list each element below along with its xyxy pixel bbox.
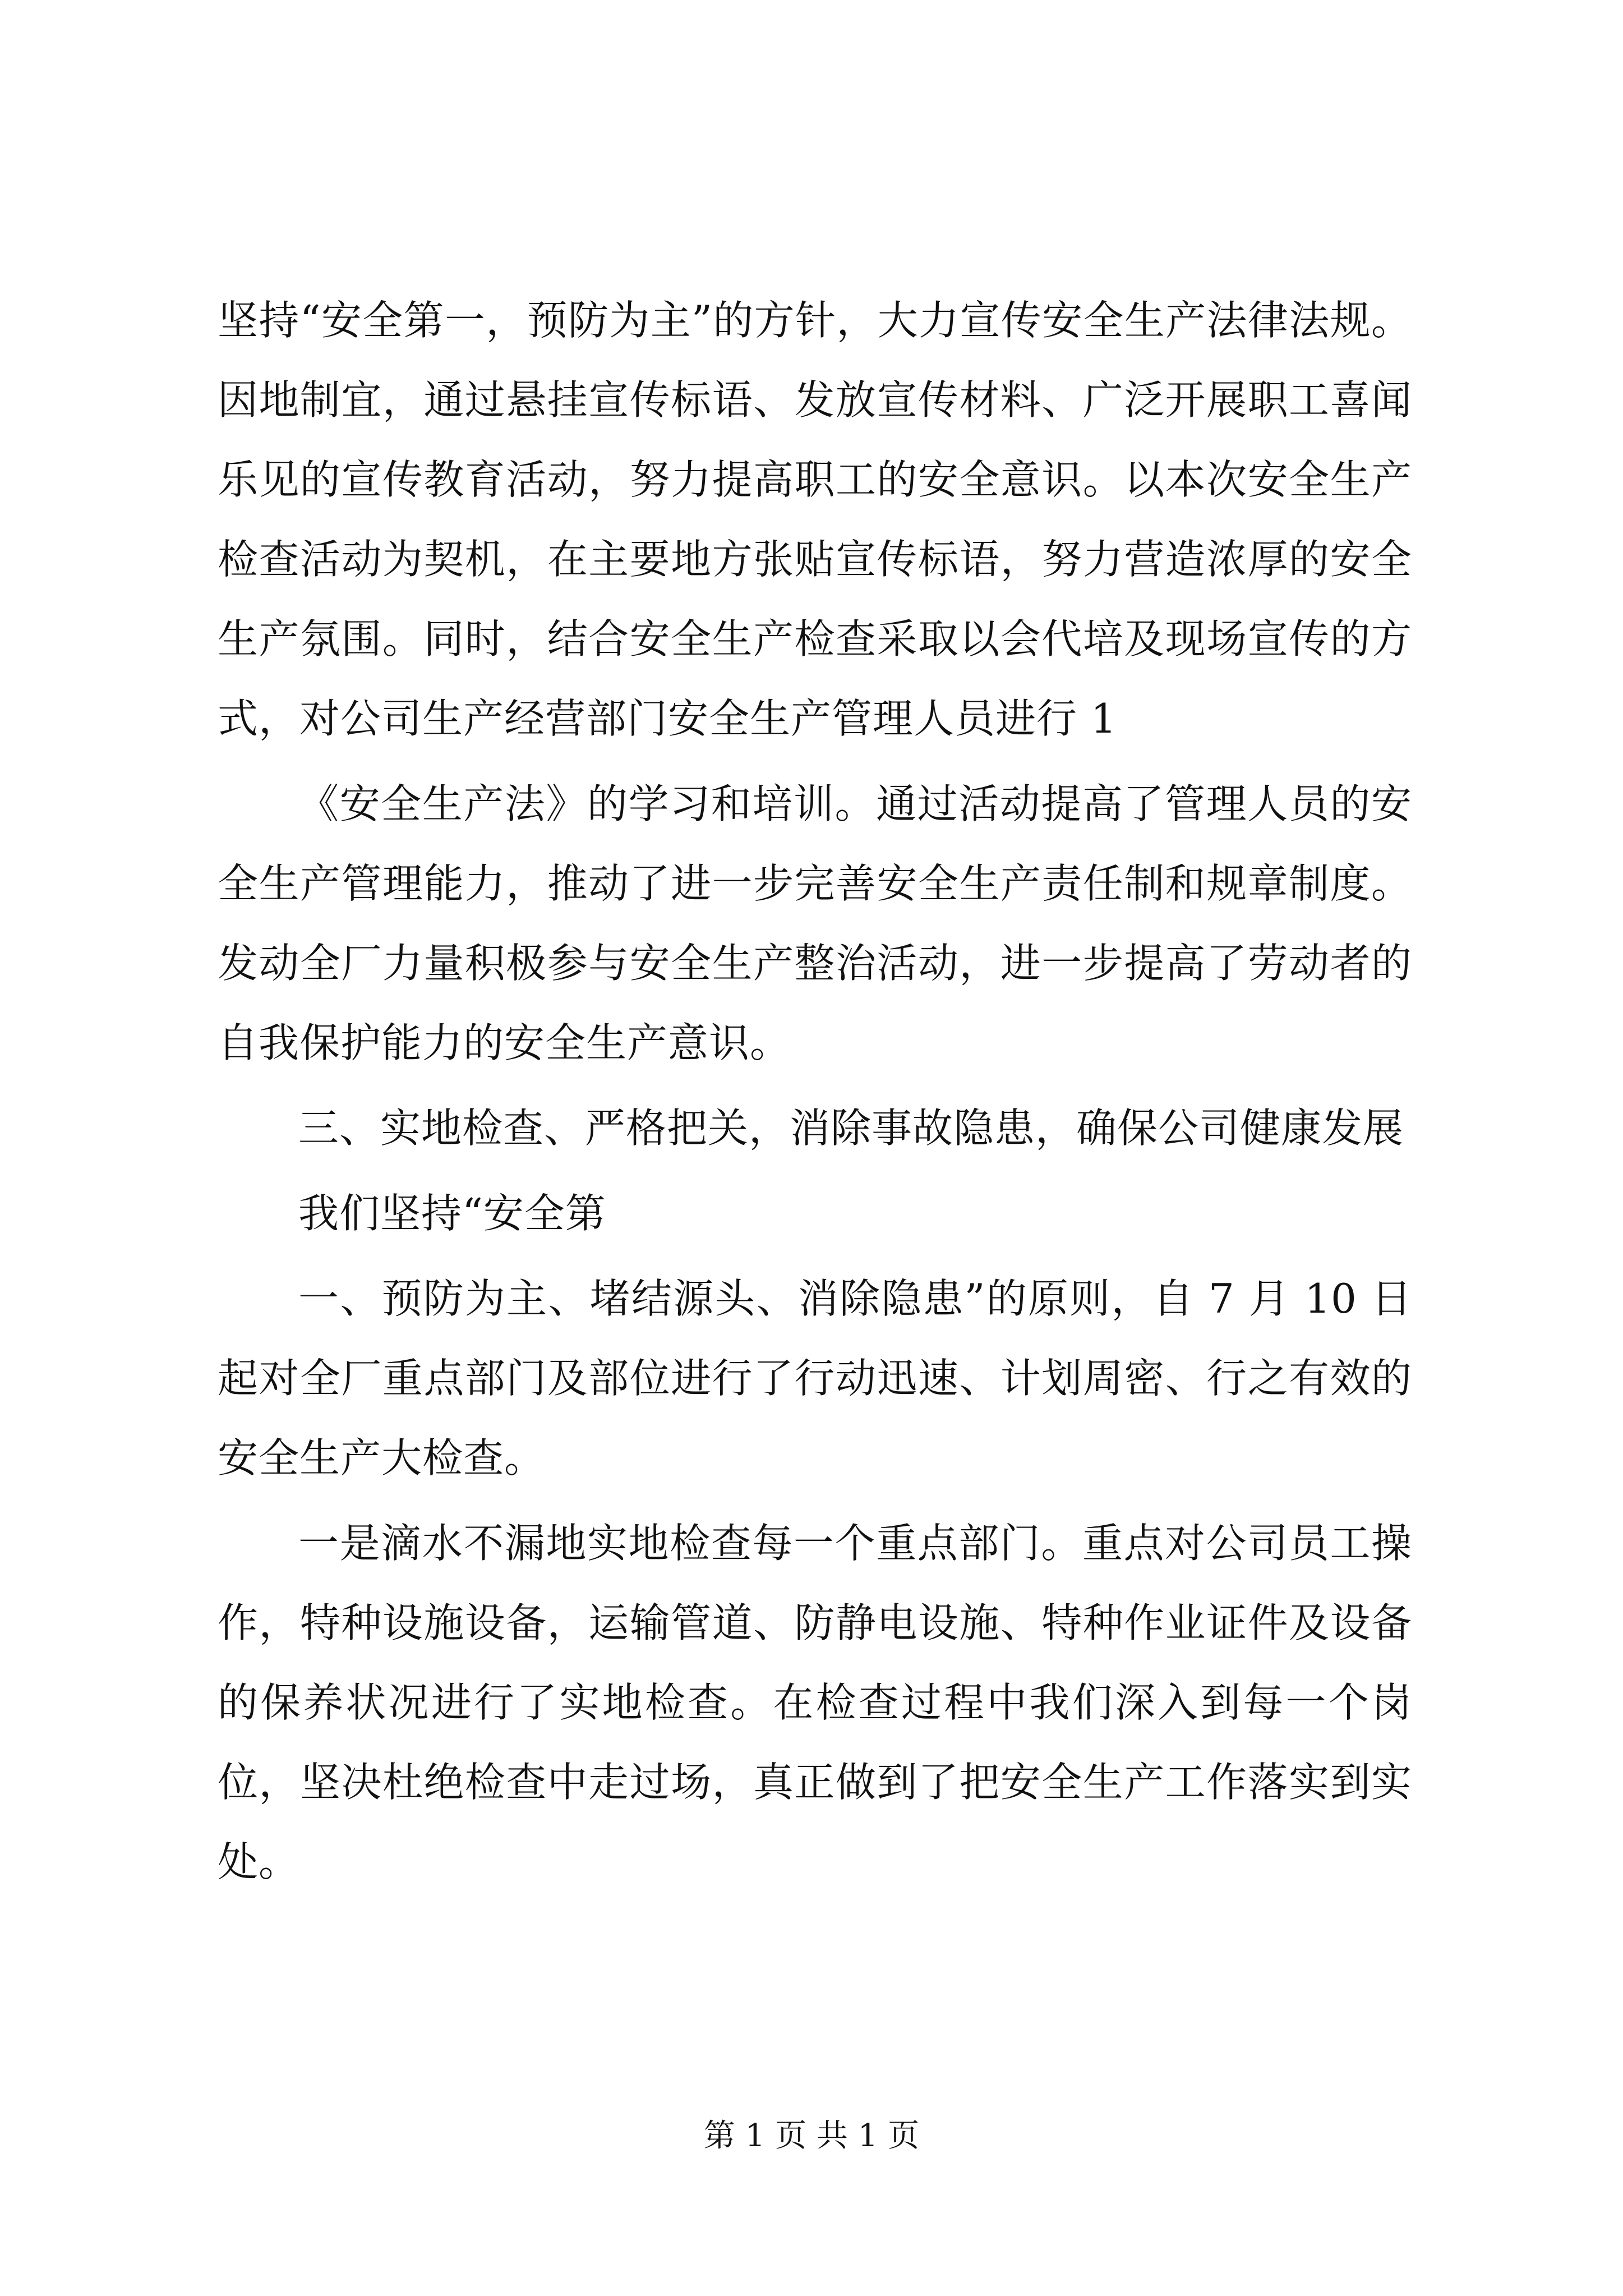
paragraph-1: 坚持“安全第一，预防为主”的方针，大力宣传安全生产法律法规。因地制宜，通过悬挂宣传标语、发放宣传材料、广泛开展职工喜闻乐见的宣传教育活动，努力提高职工的安全意识。以本次安全生产检查活动为契机，在主要地方张贴宣传标语，努力营造浓厚的安全生产氛围。同时，结合安全生产检查采取以会代培及现场宣传的方式，对公司生产经营部门安全生产管理人员进行 1 xyxy=(218,297,1412,742)
paragraph-2: 《安全生产法》的学习和培训。通过活动提高了管理人员的安全生产管理能力，推动了进一步完善安全生产责任制和规章制度。发动全厂力量积极参与安全生产整治活动，进一步提高了劳动者的自我保护能力的安全生产意识。 xyxy=(218,780,1412,1066)
section-heading-3: 三、实地检查、严格把关，消除事故隐患，确保公司健康发展 xyxy=(298,1105,1404,1152)
paragraph-4: 我们坚持“安全第 xyxy=(298,1190,606,1237)
paragraph-6: 一是滴水不漏地实地检查每一个重点部门。重点对公司员工操作，特种设施设备，运输管道、防静电设施、特种作业证件及设备的保养状况进行了实地检查。在检查过程中我们深入到每一个岗位，坚决杜绝检查中走过场，真正做到了把安全生产工作落实到实处。 xyxy=(218,1520,1412,1885)
paragraph-5: 一、预防为主、堵结源头、消除隐患”的原则，自 7 月 10 日起对全厂重点部门及部位进行了行动迅速、计划周密、行之有效的安全生产大检查。 xyxy=(218,1275,1412,1481)
document-body xyxy=(218,280,1412,1902)
page-footer: 第 1 页 共 1 页 xyxy=(703,2118,920,2154)
